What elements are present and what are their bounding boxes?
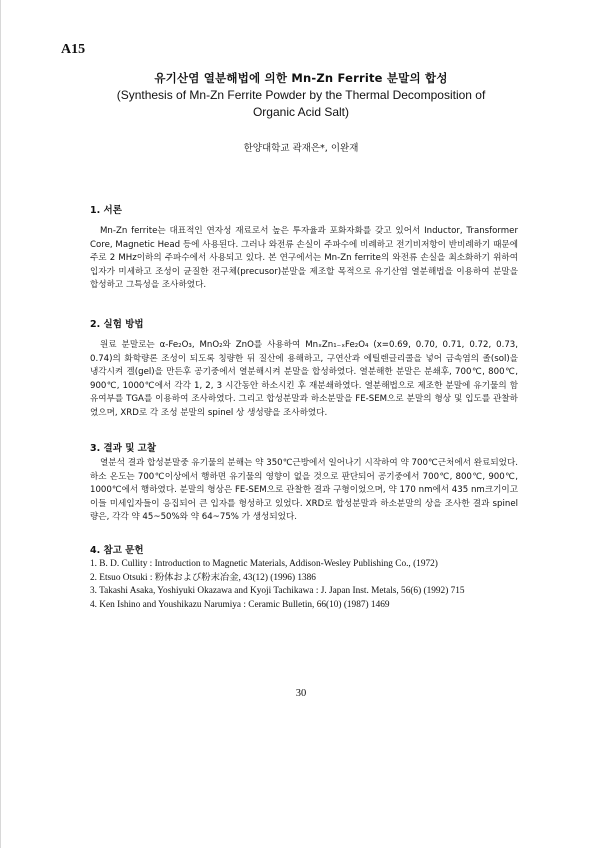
section-introduction xyxy=(90,204,518,293)
section-heading: 1. 서론 xyxy=(90,205,122,216)
title-english-line2: Organic Acid Salt) xyxy=(252,105,350,119)
section-heading: 4. 참고 문헌 xyxy=(90,545,144,556)
section-body: Mn-Zn ferrite는 대표적인 연자성 재료로서 높은 투자율과 포화자화를 갖고 있어서 Inductor, Transformer Core, Magnetic Head 등에 사용된다. 그러나 와전류 손실이 주파수에 비례하고 전기비저항이 반비례하기 때문에 주로 2 MHz이하의 주파수에서 사용되고 있다. 본 연구에서는 Mn-Zn ferrite의 와전류 손실을 최소화하기 위하여 입자가 미세하고 조성이 균질한 전구체(precusor)분말을 제조할 목적으로 유기산염 열분해법을 이용하여 분말을 합성하고 그특성을 조사하였다. xyxy=(90,226,518,290)
page-number: 30 xyxy=(295,688,307,699)
title-english-line1: (Synthesis of Mn-Zn Ferrite Powder by the Thermal Decomposition of xyxy=(116,88,486,102)
authors: 한양대학교 곽재은*, 이완재 xyxy=(243,143,359,154)
section-references xyxy=(90,544,518,612)
section-body: 원료 분말로는 α-Fe₂O₃, MnO₂와 ZnO를 사용하여 MnₓZn₁₋ₓFe₂O₄ (x=0.69, 0.70, 0.71, 0.72, 0.73, 0.74)의 화학량론 조성이 되도록 칭량한 뒤 질산에 용해하고, 구연산과 에틸렌글리콜을 넣어 금속염의 졸(sol)을 냉각시켜 겔(gel)을 만든후 공기중에서 열분해시켜 분말을 합성하였다. 열분해한 분말은 분쇄후, 700℃, 800℃, 900℃, 1000℃에서 각각 1, 2, 3 시간동안 하소시킨 후 재분쇄하였다. 열분해법으로 제조한 분말에 유기물의 함유여부를 TGA를 이용하여 조사하였다. 그리고 합성분말과 하소분말을 FE-SEM으로 분말의 형상 및 입도를 관찰하였으며, XRD로 각 조성 분말의 spinel 상 생성량을 조사하였다. xyxy=(90,340,518,418)
abstract-code: A15 xyxy=(61,42,86,57)
reference-item: 2. Etsuo Otsuki : 粉体および粉末冶金, 43(12) (1996) 1386 xyxy=(90,572,316,583)
title-korean: 유기산염 열분해법에 의한 Mn-Zn Ferrite 분말의 합성 xyxy=(154,71,448,85)
reference-list xyxy=(90,558,518,612)
reference-item: 4. Ken Ishino and Youshikazu Narumiya : Ceramic Bulletin, 66(10) (1987) 1469 xyxy=(90,599,390,610)
section-body: 열분석 결과 합성분말중 유기물의 분해는 약 350℃근방에서 일어나기 시작하여 약 700℃근처에서 완료되었다. 하소 온도는 700℃이상에서 행하면 유기물의 영향이 없을 것으로 판단되어 공기중에서 700℃, 800℃, 900℃, 1000℃에서 행하였다. 분말의 형상은 FE-SEM으로 관찰한 결과 구형이었으며, 약 170 nm에서 435 nm크기이고 이들 미세입자들이 응집되어 큰 입자를 형성하고 있었다. XRD로 합성분말과 하소분말의 상을 조사한 결과 spinel량은, 각각 약 45~50%와 약 64~75% 가 생성되었다. xyxy=(90,458,518,522)
reference-item: 1. B. D. Cullity : Introduction to Magnetic Materials, Addison-Wesley Publishing Co., (1972) xyxy=(90,559,438,569)
section-heading: 2. 실험 방법 xyxy=(90,319,144,330)
section-results xyxy=(90,442,518,525)
reference-item: 3. Takashi Asaka, Yoshiyuki Okazawa and Kyoji Tachikawa : J. Japan Inst. Metals, 56(6) (1992) 715 xyxy=(90,586,465,596)
section-method xyxy=(90,318,518,420)
section-heading: 3. 결과 및 고찰 xyxy=(90,443,157,454)
title-block xyxy=(81,70,521,120)
